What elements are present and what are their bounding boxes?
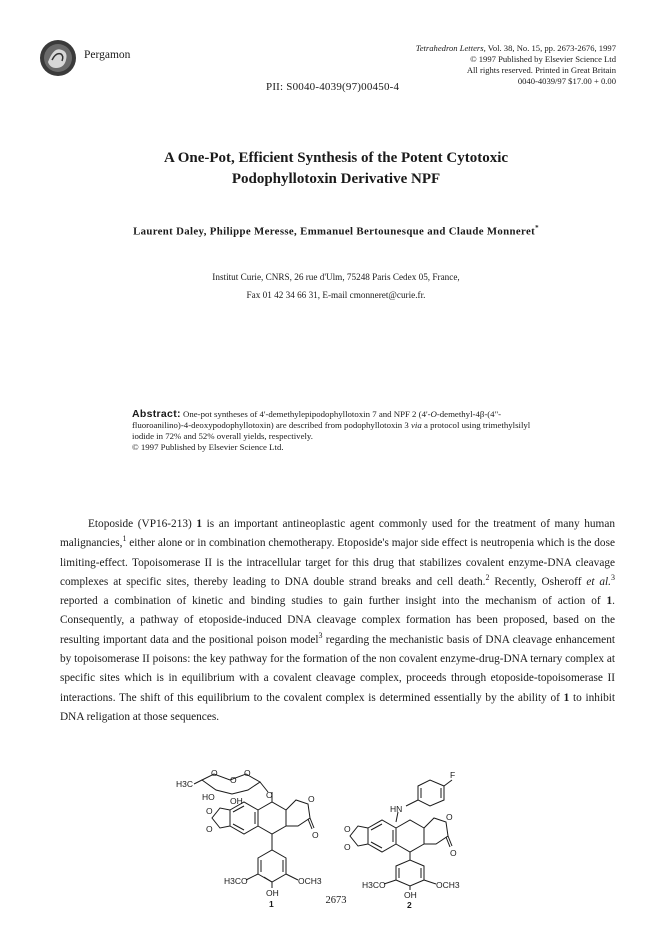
rights-line: All rights reserved. Printed in Great Britain bbox=[466, 65, 616, 75]
s1-o-ring: O bbox=[230, 775, 237, 785]
citation-block bbox=[416, 43, 616, 87]
s2-oh-bottom: OH bbox=[404, 890, 417, 900]
s2-o-lac2: O bbox=[450, 848, 457, 858]
s2-o-diox1: O bbox=[344, 824, 351, 834]
price-line: 0040-4039/97 $17.00 + 0.00 bbox=[517, 76, 616, 86]
s1-o-sugar1: O bbox=[211, 770, 218, 778]
s1-o-lac1: O bbox=[308, 794, 315, 804]
pergamon-logo-icon bbox=[38, 38, 78, 78]
s1-oh-bottom: OH bbox=[266, 888, 279, 898]
s1-h3co: H3CO bbox=[224, 876, 248, 886]
s1-ho: HO bbox=[202, 792, 215, 802]
affiliation: Institut Curie, CNRS, 26 rue d'Ulm, 75248 Paris Cedex 05, France, Fax 01 42 34 66 31, E-mail cmonneret@curie.fr. bbox=[212, 272, 460, 300]
s2-f: F bbox=[450, 770, 456, 780]
page-number: 2673 bbox=[325, 895, 347, 906]
publisher-name: Pergamon bbox=[84, 49, 131, 61]
s2-hn: HN bbox=[390, 804, 403, 814]
s1-o-lac2: O bbox=[312, 830, 319, 840]
s1-o-sugar2: O bbox=[244, 770, 251, 778]
s1-h3c: H3C bbox=[176, 779, 194, 789]
paper-title: A One-Pot, Efficient Synthesis of the Potent Cytotoxic Podophyllotoxin Derivative NPF bbox=[163, 150, 509, 187]
s1-o-link: O bbox=[266, 790, 273, 800]
pii-identifier: PII: S0040-4039(97)00450-4 bbox=[266, 81, 400, 93]
abstract-label: Abstract: bbox=[132, 408, 181, 420]
abstract: Abstract: One-pot syntheses of 4'-demethylepipodophyllotoxin 7 and NPF 2 (4'-O-demethyl-4β-(4"-fluoroanilino)-4-deoxypodophyllotoxin) are described from podophyllotoxin 3 via a protocol using trimethylsilyl iodide in 72% and 52% overall yields, respectively. © 1997 Published by Elsevier Science Ltd. bbox=[132, 409, 544, 453]
s1-o-diox1: O bbox=[206, 806, 213, 816]
copyright-line: © 1997 Published by Elsevier Science Ltd bbox=[470, 54, 616, 64]
abstract-copyright: © 1997 Published by Elsevier Science Ltd. bbox=[132, 442, 284, 452]
structure-2-bonds bbox=[350, 780, 452, 890]
s2-o-diox2: O bbox=[344, 842, 351, 852]
s1-o-diox2: O bbox=[206, 824, 213, 834]
chemical-structures bbox=[150, 770, 510, 908]
s2-h3co: H3CO bbox=[362, 880, 386, 890]
s2-och3: OCH3 bbox=[436, 880, 460, 890]
citation-line: Tetrahedron Letters, Vol. 38, No. 15, pp. 2673-2676, 1997 bbox=[415, 43, 616, 53]
s1-oh: OH bbox=[230, 796, 243, 806]
s1-och3: OCH3 bbox=[298, 876, 322, 886]
s2-o-lac1: O bbox=[446, 812, 453, 822]
body-paragraph: Etoposide (VP16-213) 1 is an important antineoplastic agent commonly used for the treatment of many human malignancies,$^1$ either alone or in combination chemotherapy. Etoposide's major side effect is neutropenia which is the dose limiting-effect. Topoisomerase II is the intracellular target for this drug that stabilizes covalent enzyme-DNA cleavage complexes at specific sites, thereby leading to DNA double strand breaks and cell death.$^2$ Recently, Osheroff et al.$^3$ reported a combination of kinetic and binding studies to gain further insight into the mechanism of action of 1. Consequently, a pathway of etoposide-induced DNA cleavage complex formation has been proposed, based on the resulting important data and the positional poison model$^3$ regarding the mechanistic basis of DNA cleavage enhancement by topoisomerase II poisons: the key pathway for the formation of the non covalent enzyme-drug-DNA ternary complex at specific sites which is in equilibrium with a covalent cleavage complex, proceeds through etoposide-topoisomerase II interactions. The shift of this equilibrium to the covalent complex is determined essentially by the ability of 1 to inhibit DNA religation at those sequences. bbox=[60, 518, 616, 723]
s2-compound-number: 2 bbox=[407, 900, 412, 908]
s1-compound-number: 1 bbox=[269, 899, 274, 908]
author-list: Laurent Daley, Philippe Meresse, Emmanuel Bertounesque and Claude Monneret* bbox=[133, 224, 539, 238]
